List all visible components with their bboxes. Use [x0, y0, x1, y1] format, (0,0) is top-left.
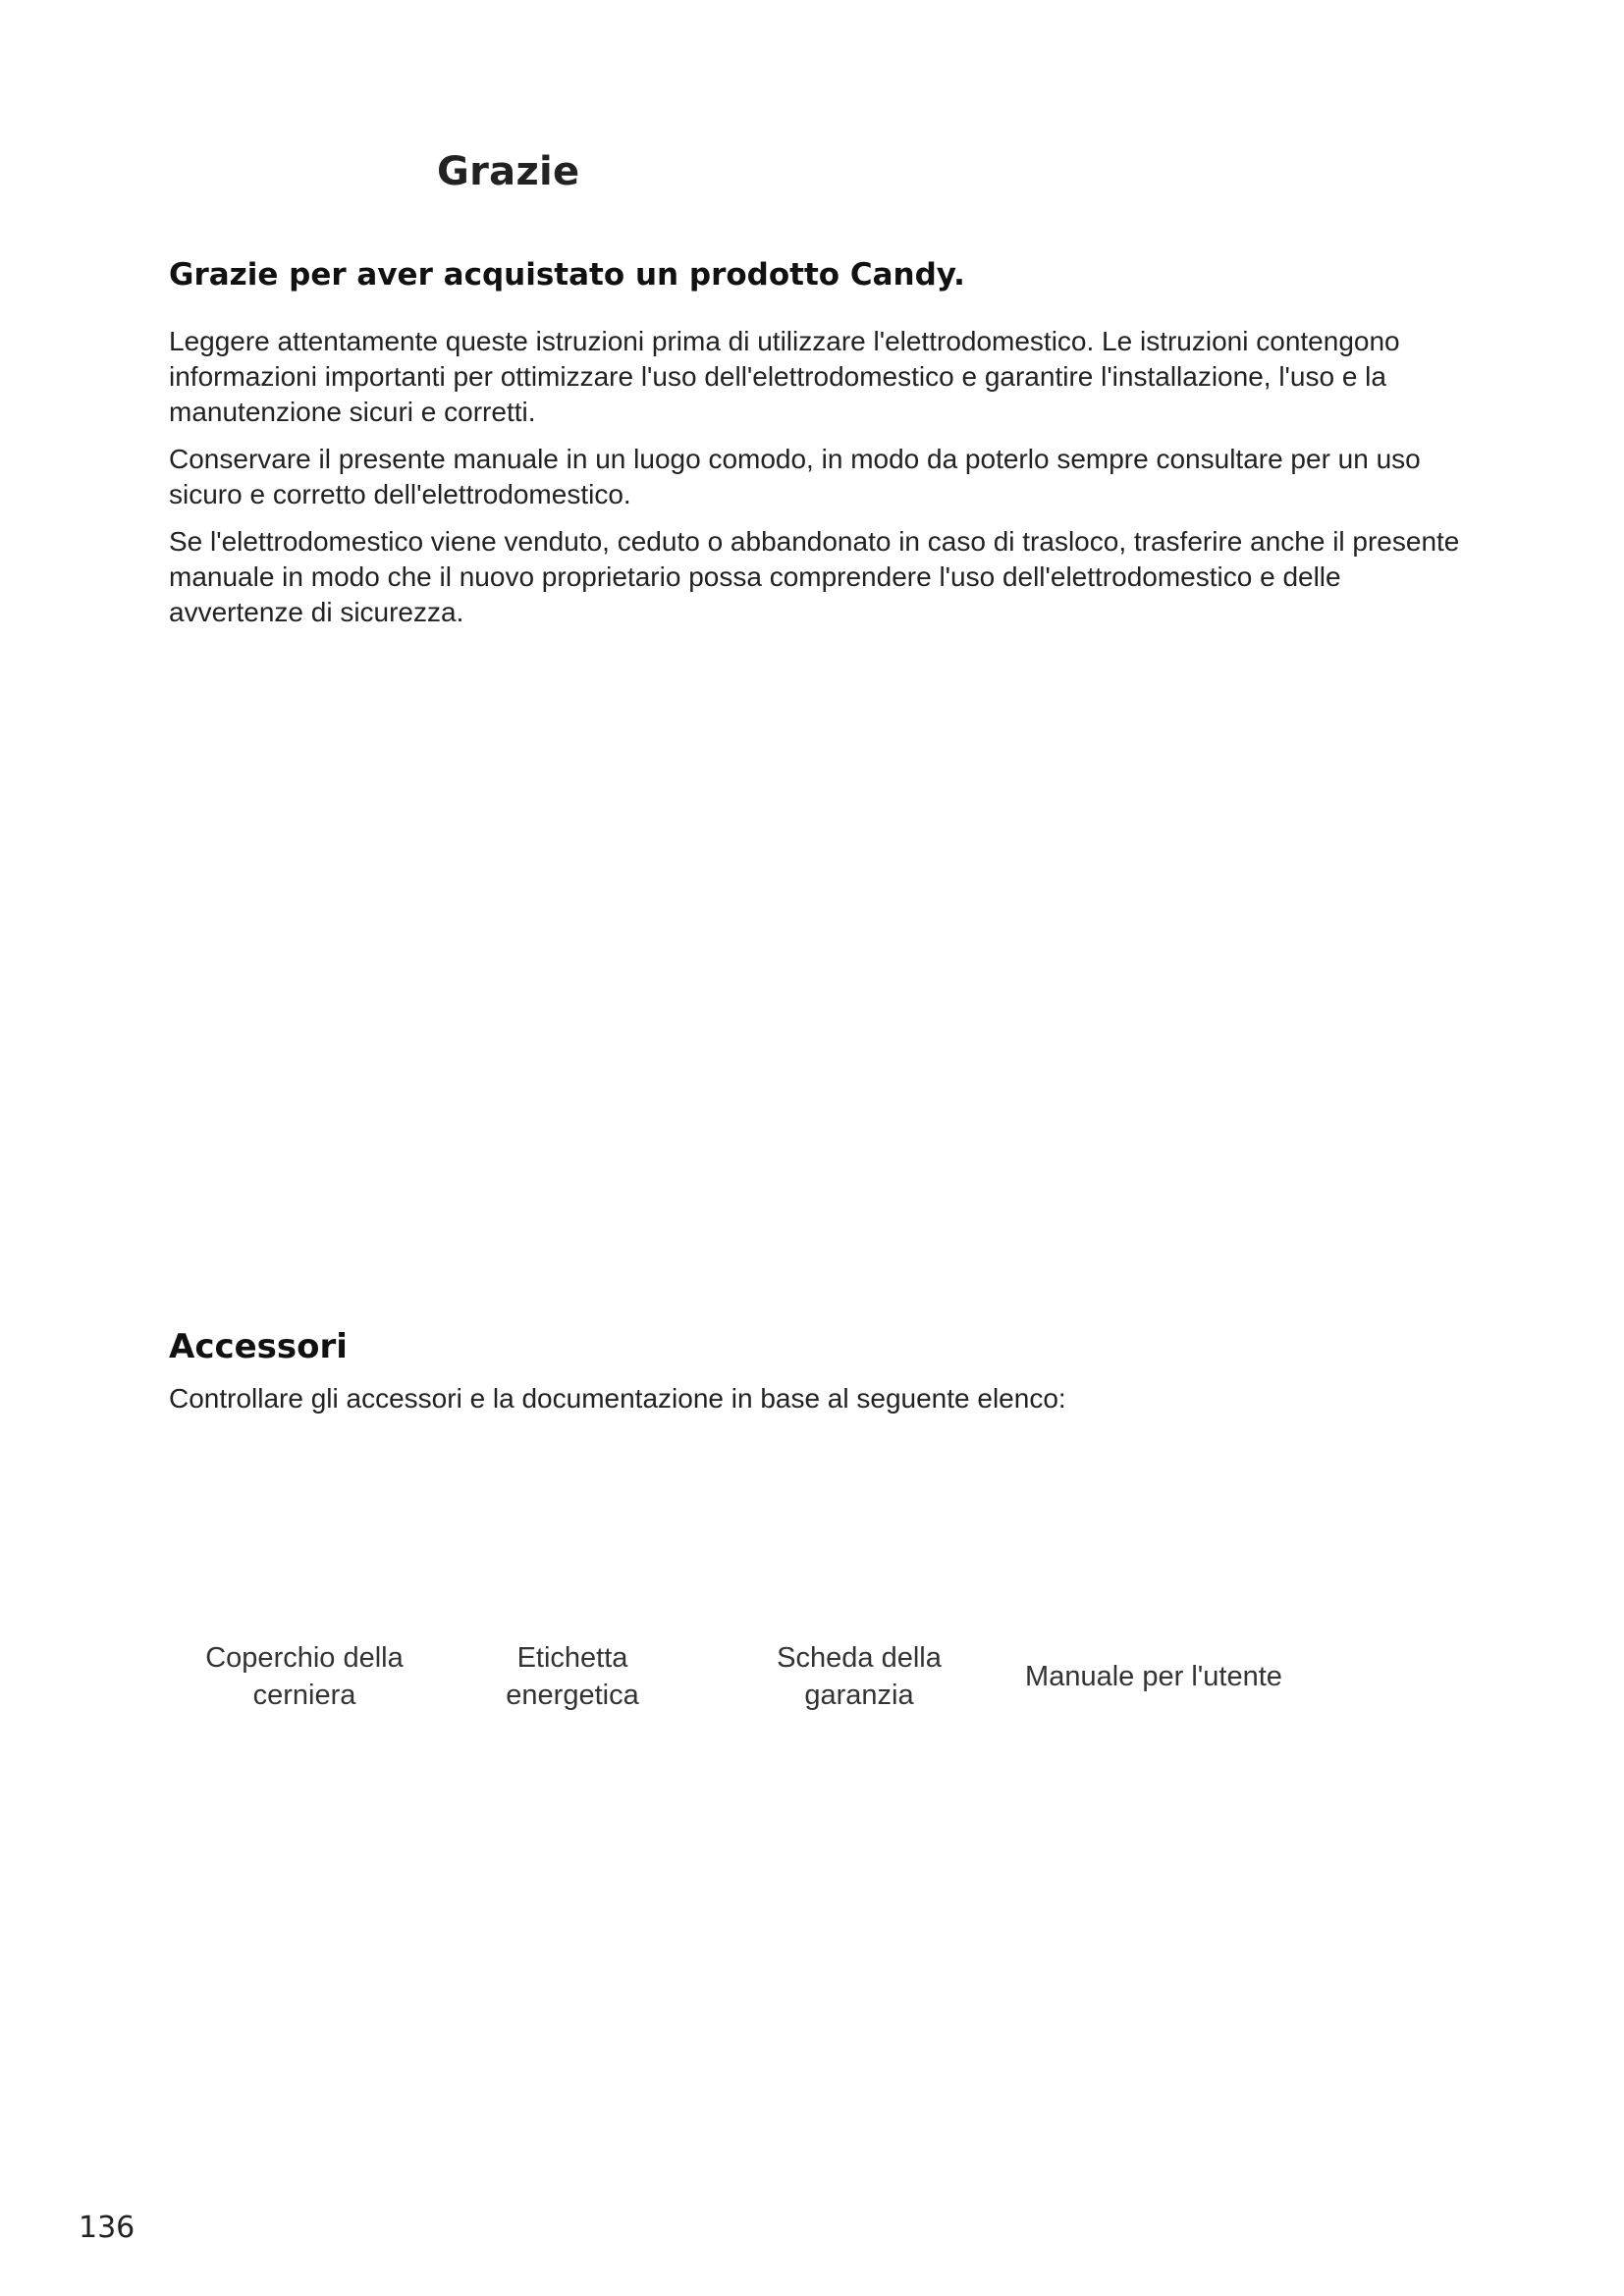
- accessory-label: Coperchio della: [205, 1642, 404, 1674]
- accessory-label: cerniera: [252, 1680, 356, 1711]
- accessory-label: Scheda della: [777, 1642, 942, 1674]
- accessory-label: Etichetta: [516, 1642, 628, 1674]
- accessories-heading: Accessori: [169, 1327, 348, 1366]
- intro-section: [169, 324, 1465, 642]
- page-title: Grazie: [437, 149, 580, 194]
- accessory-label: Manuale per l'utente: [1025, 1661, 1282, 1692]
- intro-paragraph: Conservare il presente manuale in un luogo comodo, in modo da poterlo sempre consultare per un uso sicuro e corretto dell'elettrodomestico.: [169, 444, 1421, 509]
- intro-paragraph: Leggere attentamente queste istruzioni prima di utilizzare l'elettrodomestico. Le istruzioni contengono informazioni importanti per ottimizzare l'uso dell'elettrodomestico e garantire l'installazione, l'uso e la manutenzione sicuri e corretti.: [169, 326, 1400, 427]
- accessory-item-user-manual: [992, 1658, 1316, 1695]
- accessory-item-energy-label: [450, 1639, 695, 1714]
- intro-paragraph: Se l'elettrodomestico viene venduto, ceduto o abbandonato in caso di trasloco, trasferire anche il presente manuale in modo che il nuovo proprietario possa comprendere l'uso dell'elettrodomestico e delle avvertenze di sicurezza.: [169, 526, 1460, 627]
- accessory-item-hinge-cover: [177, 1639, 432, 1714]
- accessory-label: energetica: [506, 1680, 639, 1711]
- page-number: 136: [79, 2211, 135, 2245]
- accessory-label: garanzia: [804, 1680, 914, 1711]
- accessories-description: Controllare gli accessori e la documentazione in base al seguente elenco:: [169, 1383, 1066, 1414]
- accessory-item-warranty-card: [731, 1639, 987, 1714]
- thanks-heading: Grazie per aver acquistato un prodotto Candy.: [169, 257, 965, 293]
